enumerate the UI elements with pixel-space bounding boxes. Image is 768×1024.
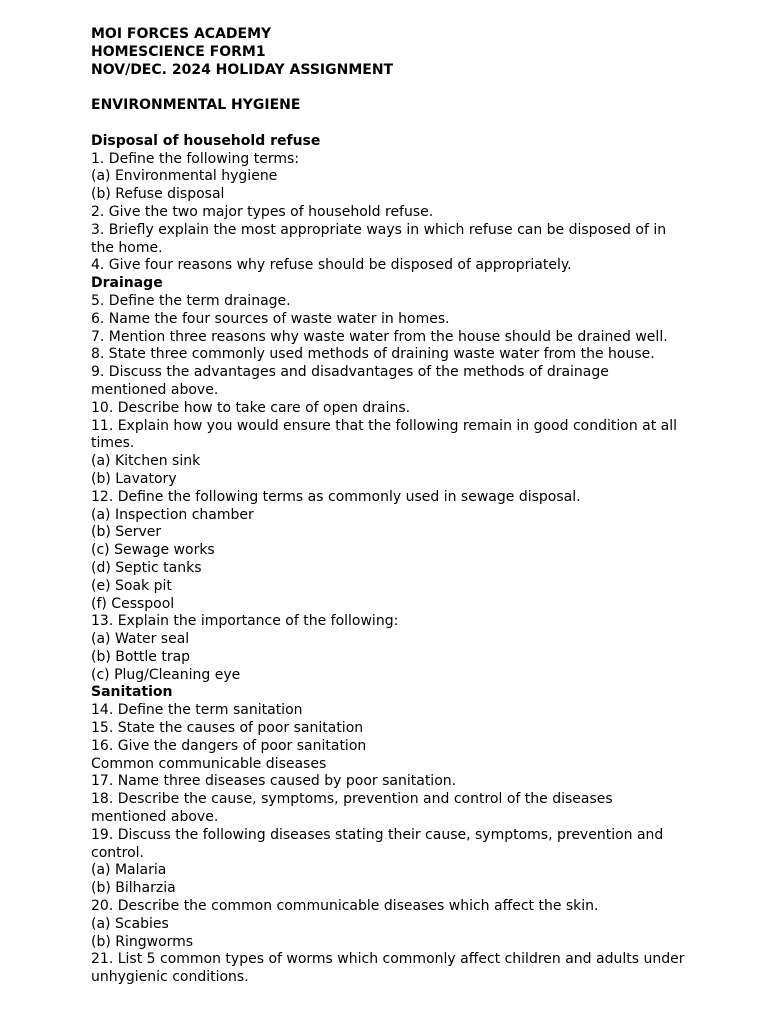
- school-name: MOI FORCES ACADEMY: [91, 26, 272, 42]
- question-line: (b) Bottle trap: [91, 648, 191, 665]
- question-line: (b) Ringworms: [91, 933, 194, 950]
- question-line: 15. State the causes of poor sanitation: [91, 720, 364, 737]
- spacer: [91, 79, 731, 97]
- question-line: 4. Give four reasons why refuse should be disposed of appropriately.: [91, 257, 572, 274]
- section-heading: Sanitation: [91, 684, 173, 701]
- document-page: [91, 26, 731, 987]
- topic-heading: ENVIRONMENTAL HYGIENE: [91, 97, 301, 114]
- question-line: (c) Sewage works: [91, 542, 215, 559]
- question-line: 20. Describe the common communicable diseases which affect the skin.: [91, 898, 599, 915]
- subject-title: HOMESCIENCE FORM1: [91, 43, 266, 60]
- question-line: (a) Malaria: [91, 862, 167, 879]
- question-line: (e) Soak pit: [91, 577, 172, 594]
- question-line: 5. Define the term drainage.: [91, 292, 291, 309]
- question-line: 8. State three commonly used methods of draining waste water from the house.: [91, 346, 655, 363]
- question-line: control.: [91, 844, 144, 861]
- question-line: 6. Name the four sources of waste water in homes.: [91, 310, 450, 327]
- question-line: 19. Discuss the following diseases stating their cause, symptoms, prevention and: [91, 826, 664, 843]
- question-line: 21. List 5 common types of worms which commonly affect children and adults under: [91, 951, 685, 968]
- question-line: (a) Water seal: [91, 631, 190, 648]
- question-line: 18. Describe the cause, symptoms, prevention and control of the diseases: [91, 791, 613, 808]
- question-line: (b) Refuse disposal: [91, 186, 225, 203]
- question-line: 7. Mention three reasons why waste water from the house should be drained well.: [91, 328, 668, 345]
- question-line: (a) Scabies: [91, 915, 169, 932]
- question-line: 14. Define the term sanitation: [91, 702, 303, 719]
- question-line: 12. Define the following terms as commonly used in sewage disposal.: [91, 488, 581, 505]
- question-line: 1. Define the following terms:: [91, 150, 300, 167]
- question-line: 16. Give the dangers of poor sanitation: [91, 737, 367, 754]
- question-line: (a) Environmental hygiene: [91, 168, 278, 185]
- section-heading: Drainage: [91, 275, 163, 292]
- question-line: (d) Septic tanks: [91, 559, 202, 576]
- question-line: 2. Give the two major types of household refuse.: [91, 203, 434, 220]
- question-line: the home.: [91, 239, 163, 256]
- question-line: unhygienic conditions.: [91, 969, 249, 986]
- question-line: 9. Discuss the advantages and disadvantages of the methods of drainage: [91, 364, 609, 381]
- question-line: (c) Plug/Cleaning eye: [91, 666, 241, 683]
- question-line: mentioned above.: [91, 381, 219, 398]
- question-line: mentioned above.: [91, 809, 219, 826]
- question-line: 3. Briefly explain the most appropriate ways in which refuse can be disposed of in: [91, 221, 667, 238]
- spacer: [91, 115, 731, 133]
- question-line: (b) Lavatory: [91, 470, 177, 487]
- question-list: [91, 133, 731, 987]
- question-line: (b) Server: [91, 524, 162, 541]
- section-heading: Disposal of household refuse: [91, 132, 321, 149]
- question-line: times.: [91, 435, 135, 452]
- question-line: (a) Kitchen sink: [91, 453, 201, 470]
- question-line: 11. Explain how you would ensure that the following remain in good condition at all: [91, 417, 678, 434]
- question-line: (a) Inspection chamber: [91, 506, 254, 523]
- assignment-title: NOV/DEC. 2024 HOLIDAY ASSIGNMENT: [91, 61, 394, 78]
- question-line: 10. Describe how to take care of open drains.: [91, 399, 411, 416]
- question-line: (b) Bilharzia: [91, 880, 176, 897]
- question-line: Common communicable diseases: [91, 755, 327, 772]
- question-line: (f) Cesspool: [91, 595, 175, 612]
- question-line: 13. Explain the importance of the following:: [91, 613, 399, 630]
- question-line: 17. Name three diseases caused by poor sanitation.: [91, 773, 457, 790]
